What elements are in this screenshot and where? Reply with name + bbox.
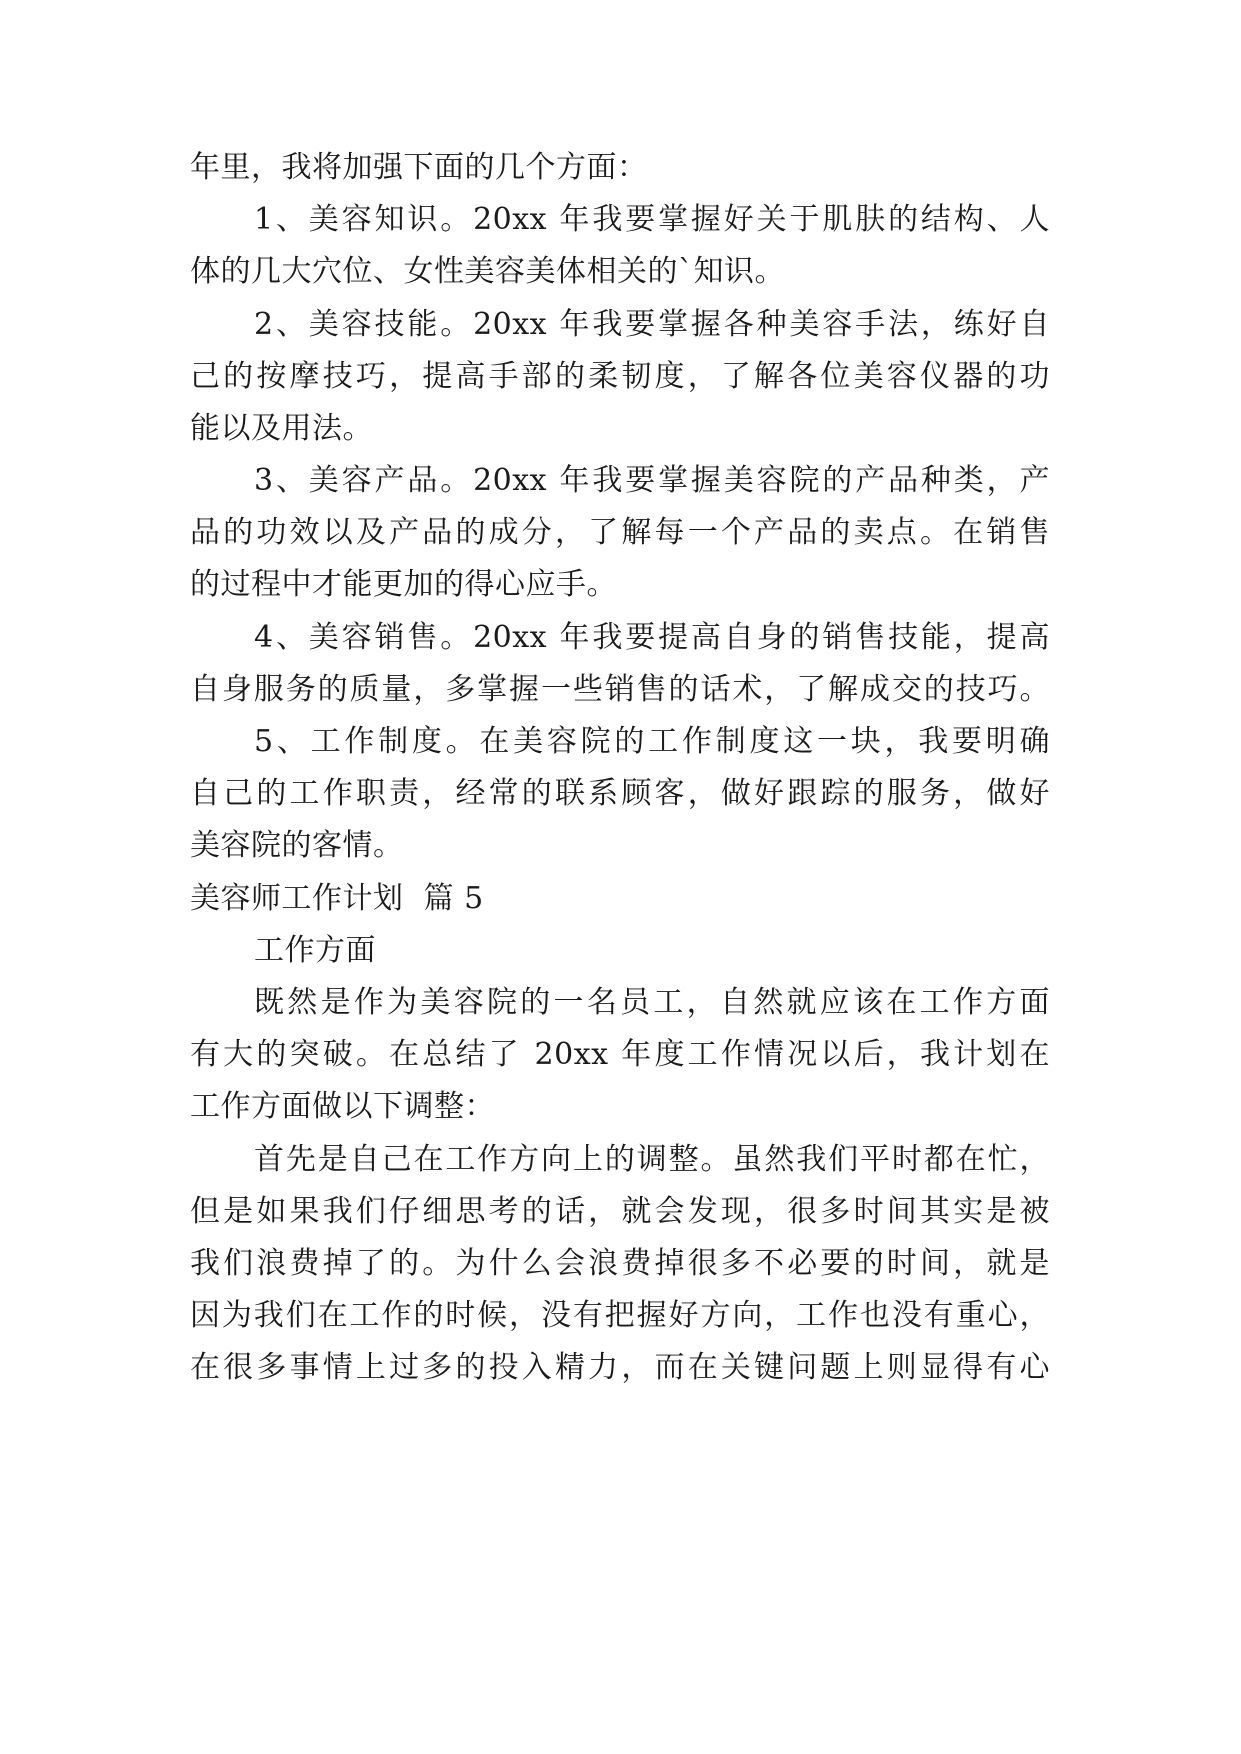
text-line: 自己的工作职责，经常的联系顾客，做好跟踪的服务，做好 (190, 776, 1050, 811)
text-line: 但是如果我们仔细思考的话，就会发现，很多时间其实是被 (190, 1194, 1050, 1229)
text-line: 体的几大穴位、女性美容美体相关的`知识。 (190, 254, 785, 289)
text-line: 在很多事情上过多的投入精力，而在关键问题上则显得有心 (190, 1350, 1050, 1385)
list-item-rules: 5、工作制度。在美容院的工作制度这一块，我要明确 (254, 724, 1050, 759)
text-line: 年里，我将加强下面的几个方面： (190, 150, 648, 185)
text-line: 工作方面做以下调整： (190, 1089, 495, 1124)
text-line: 的过程中才能更加的得心应手。 (190, 567, 617, 602)
text-line: 己的按摩技巧，提高手部的柔韧度，了解各位美容仪器的功 (190, 359, 1050, 394)
list-item-products: 3、美容产品。20xx 年我要掌握美容院的产品种类，产 (254, 463, 1050, 498)
section-heading: 美容师工作计划 篇 5 (190, 881, 484, 916)
list-item-sales: 4、美容销售。20xx 年我要提高自身的销售技能，提高 (254, 620, 1050, 655)
subsection-heading: 工作方面 (254, 933, 376, 968)
text-line: 我们浪费掉了的。为什么会浪费掉很多不必要的时间，就是 (190, 1246, 1050, 1281)
text-line: 能以及用法。 (190, 411, 373, 446)
paragraph-line: 首先是自己在工作方向上的调整。虽然我们平时都在忙， (254, 1142, 1050, 1177)
text-line: 因为我们在工作的时候，没有把握好方向，工作也没有重心， (190, 1298, 1050, 1333)
text-line: 有大的突破。在总结了 20xx 年度工作情况以后，我计划在 (190, 1037, 1050, 1072)
list-item-skills: 2、美容技能。20xx 年我要掌握各种美容手法，练好自 (254, 307, 1050, 342)
text-line: 美容院的客情。 (190, 828, 404, 863)
text-line: 自身服务的质量，多掌握一些销售的话术，了解成交的技巧。 (190, 672, 1050, 707)
text-line: 品的功效以及产品的成分，了解每一个产品的卖点。在销售 (190, 515, 1050, 550)
list-item-knowledge: 1、美容知识。20xx 年我要掌握好关于肌肤的结构、人 (254, 202, 1050, 237)
paragraph-line: 既然是作为美容院的一名员工，自然就应该在工作方面 (254, 985, 1050, 1020)
